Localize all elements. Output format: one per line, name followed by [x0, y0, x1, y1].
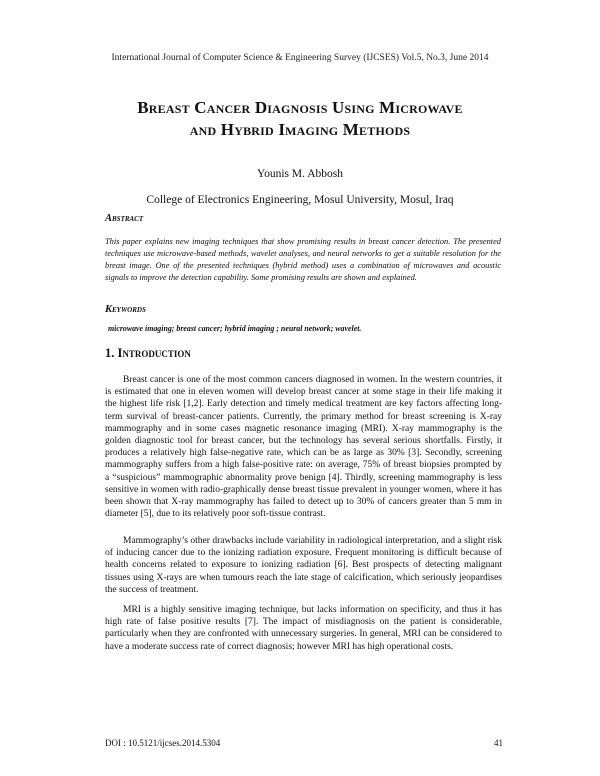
- title-line-2: and Hybrid Imaging Methods: [189, 120, 411, 139]
- intro-paragraph-2: Mammography’s other drawbacks include variability in radiological interpretation, and a slight risk of inducing cancer due to the ionizing radiation exposure. Frequent monitoring is difficult because of health concerns related to exposure to ionizing radiation [6]. Best prospects of detecting malignant tissues using X-rays are when tumours reach the late stage of calcification, which seriously jeopardises the success of treatment.: [105, 536, 502, 595]
- abstract-text: This paper explains new imaging techniques that show promising results in breast cancer detection. The presented techniques use microwave-based methods, wavelet analyses, and neural networks to get a suitable resolution for the breast image. One of the presented techniques (hybrid method) uses a combination of microwaves and acoustic signals to improve the detection capability. Some promising results are shown and explained.: [105, 237, 501, 283]
- journal-header: International Journal of Computer Science & Engineering Survey (IJCSES) Vol.5, No.3, June 2014: [111, 53, 489, 63]
- paper-title: [60, 97, 540, 141]
- author-affiliation: College of Electronics Engineering, Mosul University, Mosul, Iraq: [146, 194, 454, 206]
- page-number: 41: [494, 738, 503, 748]
- author-name: Younis M. Abbosh: [256, 168, 344, 180]
- title-line-1: Breast Cancer Diagnosis Using Microwave: [137, 98, 463, 117]
- doi-footer: DOI : 10.5121/ijcses.2014.5304: [105, 738, 221, 748]
- abstract-heading: Abstract: [105, 213, 144, 224]
- keywords-text: microwave imaging; breast cancer; hybrid imaging ; neural network; wavelet.: [108, 324, 362, 333]
- intro-paragraph-3: MRI is a highly sensitive imaging technique, but lacks information on specificity, and thus it has high rate of false positive results [7]. The impact of misdiagnosis on the patient is considerable, particularly when they are confronted with unnecessary surgeries. In general, MRI can be considered to have a moderate success rate of correct diagnosis; however MRI has high operational costs.: [105, 605, 502, 652]
- intro-paragraph-1: Breast cancer is one of the most common cancers diagnosed in women. In the western countries, it is estimated that one in eleven women will develop breast cancer at some stage in their life making it the highest life risk [1,2]. Early detection and timely medical treatment are key factors affecting long-term survival of breast-cancer patients. Currently, the primary method for breast screening is X-ray mammography and in some cases magnetic resonance imaging (MRI). X-ray mammography is the golden diagnostic tool for breast cancer, but the technology has several serious shortfalls. Firstly, it produces a relatively high false-negative rate, which can be as large as 30% [3]. Secondly, screening mammography suffers from a high false-positive rate: on average, 75% of breast biopsies prompted by a “suspicious” mammographic abnormality prove benign [4]. Thirdly, screening mammography is less sensitive in women with radio-graphically dense breast tissue prevalent in younger women, where it has been shown that X-ray mammography has failed to detect up to 30% of cancers greater than 5 mm in diameter [5], due to its relatively poor soft-tissue contrast.: [105, 375, 502, 520]
- keywords-heading: Keywords: [105, 304, 146, 315]
- introduction-heading: 1. Introduction: [105, 346, 191, 360]
